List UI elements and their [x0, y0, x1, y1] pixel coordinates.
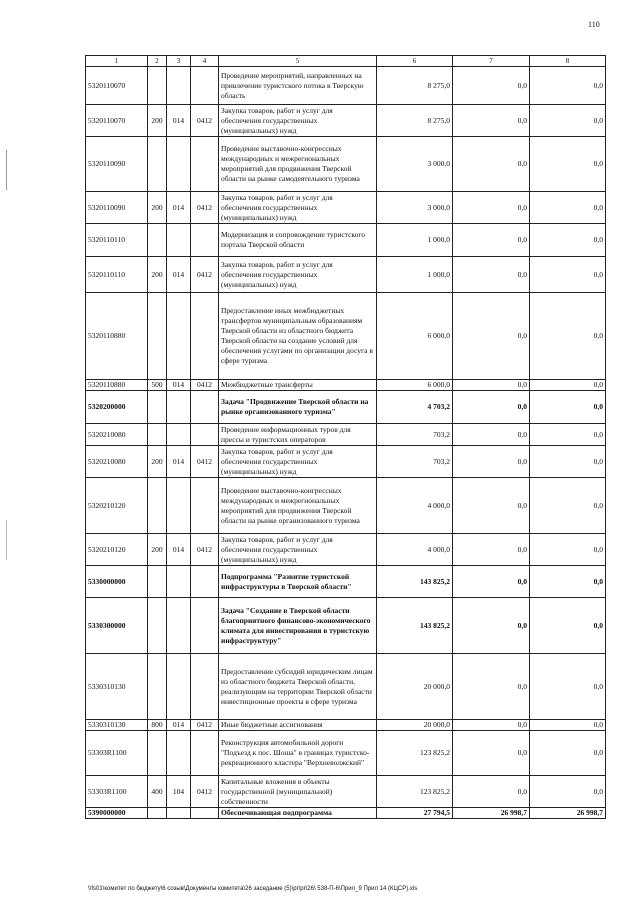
ministry-code-cell: [167, 654, 191, 720]
amount-2019-cell: 0,0: [530, 105, 606, 137]
amount-2019-cell: 0,0: [530, 478, 606, 534]
expense-type-cell: [148, 478, 167, 534]
ministry-code-cell: 014: [167, 446, 191, 478]
column-header-7: 7: [453, 56, 530, 67]
amount-2017-cell: 20 000,0: [377, 654, 453, 720]
expense-type-cell: [148, 391, 167, 424]
section-code-cell: [191, 478, 219, 534]
amount-2017-cell: 123 825,2: [377, 731, 453, 776]
amount-2019-cell: 0,0: [530, 534, 606, 566]
target-code-cell: 5320210120: [86, 478, 148, 534]
table-row: [86, 478, 606, 534]
section-code-cell: [191, 566, 219, 598]
ministry-code-cell: [167, 808, 191, 819]
amount-2017-cell: 143 825,2: [377, 566, 453, 598]
expense-type-cell: 200: [148, 192, 167, 224]
section-code-cell: [191, 598, 219, 654]
amount-2017-cell: 8 275,0: [377, 105, 453, 137]
description-cell: Межбюджетные трансферты: [219, 380, 377, 391]
column-header-3: 3: [167, 56, 191, 67]
table-header-row: [86, 56, 606, 67]
amount-2019-cell: 0,0: [530, 391, 606, 424]
ministry-code-cell: [167, 67, 191, 105]
description-cell: Проведение информационных туров для прессы и туристских операторов: [219, 424, 377, 446]
description-cell: Проведение выставочно-конгрессных международных и межрегиональных мероприятий для продвижения Тверской области на рынке организованного туризма: [219, 478, 377, 534]
expense-type-cell: [148, 67, 167, 105]
expense-type-cell: 800: [148, 720, 167, 731]
expense-type-cell: [148, 598, 167, 654]
amount-2019-cell: 0,0: [530, 257, 606, 293]
amount-2019-cell: 0,0: [530, 67, 606, 105]
target-code-cell: 5320110090: [86, 192, 148, 224]
table-row: [86, 391, 606, 424]
target-code-cell: 53303R1100: [86, 776, 148, 808]
ministry-code-cell: 014: [167, 720, 191, 731]
table-row: [86, 137, 606, 192]
target-code-cell: 5330310130: [86, 654, 148, 720]
ministry-code-cell: [167, 566, 191, 598]
amount-2017-cell: 3 000,0: [377, 137, 453, 192]
amount-2017-cell: 4 703,2: [377, 391, 453, 424]
expense-type-cell: [148, 224, 167, 257]
amount-2017-cell: 703,2: [377, 446, 453, 478]
amount-2017-cell: 27 794,5: [377, 808, 453, 819]
amount-2017-cell: 123 825,2: [377, 776, 453, 808]
ministry-code-cell: 014: [167, 534, 191, 566]
description-cell: Предоставление иных межбюджетных трансфертов муниципальным образованиям Тверской области из областного бюджета Тверской области на создание условий для обеспечения услугами по организации досуга в сфере туризма: [219, 293, 377, 380]
expense-type-cell: [148, 566, 167, 598]
table-row: [86, 380, 606, 391]
description-cell: Задача "Создание в Тверской области благоприятного финансово-экономического климата для инвестирования в туристскую инфраструктуру": [219, 598, 377, 654]
table-row: [86, 776, 606, 808]
table-row: [86, 808, 606, 819]
amount-2018-cell: 0,0: [453, 192, 530, 224]
table-row: [86, 566, 606, 598]
amount-2017-cell: 1 000,0: [377, 224, 453, 257]
description-cell: Задача "Продвижение Тверской области на рынке организованного туризма": [219, 391, 377, 424]
section-code-cell: 0412: [191, 534, 219, 566]
section-code-cell: 0412: [191, 446, 219, 478]
amount-2017-cell: 4 000,0: [377, 478, 453, 534]
table-row: [86, 105, 606, 137]
amount-2019-cell: 0,0: [530, 566, 606, 598]
target-code-cell: 5320110880: [86, 380, 148, 391]
table-row: [86, 67, 606, 105]
amount-2018-cell: 0,0: [453, 257, 530, 293]
expense-type-cell: 200: [148, 534, 167, 566]
table-row: [86, 720, 606, 731]
table-row: [86, 731, 606, 776]
description-cell: Проведение мероприятий, направленных на привлечение туристского потока в Тверскую область: [219, 67, 377, 105]
expense-type-cell: 200: [148, 105, 167, 137]
target-code-cell: 5320210120: [86, 534, 148, 566]
description-cell: Иные бюджетные ассигнования: [219, 720, 377, 731]
amount-2018-cell: 0,0: [453, 566, 530, 598]
section-code-cell: [191, 293, 219, 380]
expense-type-cell: [148, 424, 167, 446]
table-row: [86, 654, 606, 720]
ministry-code-cell: 014: [167, 192, 191, 224]
target-code-cell: 5320200000: [86, 391, 148, 424]
amount-2019-cell: 0,0: [530, 654, 606, 720]
ministry-code-cell: [167, 293, 191, 380]
column-header-8: 8: [530, 56, 606, 67]
amount-2017-cell: 4 000,0: [377, 534, 453, 566]
amount-2018-cell: 0,0: [453, 293, 530, 380]
description-cell: Предоставление субсидий юридическим лицам из областного бюджета Тверской области, реализующим на территории Тверской области инвестиционные проекты в сфере туризма: [219, 654, 377, 720]
description-cell: Модернизация и сопровождение туристского портала Тверской области: [219, 224, 377, 257]
ministry-code-cell: 014: [167, 380, 191, 391]
section-code-cell: [191, 654, 219, 720]
amount-2019-cell: 0,0: [530, 424, 606, 446]
amount-2018-cell: 0,0: [453, 424, 530, 446]
ministry-code-cell: 104: [167, 776, 191, 808]
amount-2019-cell: 0,0: [530, 598, 606, 654]
expense-type-cell: 500: [148, 380, 167, 391]
target-code-cell: 5320110070: [86, 105, 148, 137]
file-path-footer: \\fs01\комитет по бюджету\6 созыв\Документы комитета\26 заседание (5)\pr\pr\26\ 538-П-6\Прил_9 Прил 14 (КЦСР).xls: [88, 886, 418, 892]
amount-2019-cell: 0,0: [530, 224, 606, 257]
target-code-cell: 5320210080: [86, 446, 148, 478]
table-row: [86, 598, 606, 654]
target-code-cell: 5330300000: [86, 598, 148, 654]
target-code-cell: 5320110110: [86, 224, 148, 257]
table-row: [86, 257, 606, 293]
amount-2019-cell: 0,0: [530, 776, 606, 808]
target-code-cell: 53303R1100: [86, 731, 148, 776]
table-body: [86, 67, 606, 819]
budget-table: [85, 55, 606, 819]
ministry-code-cell: [167, 137, 191, 192]
section-code-cell: [191, 808, 219, 819]
amount-2019-cell: 0,0: [530, 446, 606, 478]
amount-2017-cell: 3 000,0: [377, 192, 453, 224]
description-cell: Капитальные вложения в объекты государственной (муниципальной) собственности: [219, 776, 377, 808]
amount-2018-cell: 26 998,7: [453, 808, 530, 819]
target-code-cell: 5330310130: [86, 720, 148, 731]
amount-2019-cell: 0,0: [530, 720, 606, 731]
expense-type-cell: 200: [148, 446, 167, 478]
description-cell: Закупка товаров, работ и услуг для обеспечения государственных (муниципальных) нужд: [219, 192, 377, 224]
section-code-cell: 0412: [191, 192, 219, 224]
amount-2019-cell: 0,0: [530, 192, 606, 224]
target-code-cell: 5320110070: [86, 67, 148, 105]
section-code-cell: 0412: [191, 105, 219, 137]
ministry-code-cell: [167, 424, 191, 446]
ministry-code-cell: [167, 731, 191, 776]
amount-2018-cell: 0,0: [453, 380, 530, 391]
target-code-cell: 5390000000: [86, 808, 148, 819]
amount-2018-cell: 0,0: [453, 731, 530, 776]
amount-2017-cell: 20 000,0: [377, 720, 453, 731]
column-header-2: 2: [148, 56, 167, 67]
amount-2017-cell: 8 275,0: [377, 67, 453, 105]
table-row: [86, 192, 606, 224]
amount-2019-cell: 0,0: [530, 380, 606, 391]
section-code-cell: [191, 391, 219, 424]
column-header-5: 5: [219, 56, 377, 67]
page-number: 110: [588, 20, 600, 29]
amount-2018-cell: 0,0: [453, 67, 530, 105]
expense-type-cell: 200: [148, 257, 167, 293]
ministry-code-cell: [167, 391, 191, 424]
ministry-code-cell: [167, 224, 191, 257]
amount-2017-cell: 703,2: [377, 424, 453, 446]
amount-2018-cell: 0,0: [453, 598, 530, 654]
amount-2018-cell: 0,0: [453, 776, 530, 808]
ministry-code-cell: [167, 598, 191, 654]
target-code-cell: 5320110880: [86, 293, 148, 380]
amount-2018-cell: 0,0: [453, 654, 530, 720]
section-code-cell: [191, 137, 219, 192]
column-header-6: 6: [377, 56, 453, 67]
section-code-cell: [191, 731, 219, 776]
description-cell: Закупка товаров, работ и услуг для обеспечения государственных (муниципальных) нужд: [219, 257, 377, 293]
description-cell: Реконструкция автомобильной дороги "Подъезд к пос. Шоша" в границах туристско-рекреационного кластера "Верхневолжский": [219, 731, 377, 776]
amount-2018-cell: 0,0: [453, 137, 530, 192]
column-header-1: 1: [86, 56, 148, 67]
description-cell: Обеспечивающая подпрограмма: [219, 808, 377, 819]
ministry-code-cell: 014: [167, 257, 191, 293]
target-code-cell: 5320210080: [86, 424, 148, 446]
ministry-code-cell: 014: [167, 105, 191, 137]
amount-2018-cell: 0,0: [453, 391, 530, 424]
table-row: [86, 424, 606, 446]
section-code-cell: [191, 224, 219, 257]
table-row: [86, 534, 606, 566]
amount-2017-cell: 143 825,2: [377, 598, 453, 654]
target-code-cell: 5320110110: [86, 257, 148, 293]
section-code-cell: 0412: [191, 776, 219, 808]
ministry-code-cell: [167, 478, 191, 534]
amount-2019-cell: 0,0: [530, 293, 606, 380]
target-code-cell: 5330000000: [86, 566, 148, 598]
margin-mark: [6, 150, 7, 190]
expense-type-cell: [148, 731, 167, 776]
description-cell: Проведение выставочно-конгрессных международных и межрегиональных мероприятий для продвижения Тверской области на рынке самодеятельного туризма: [219, 137, 377, 192]
description-cell: Закупка товаров, работ и услуг для обеспечения государственных (муниципальных) нужд: [219, 446, 377, 478]
amount-2018-cell: 0,0: [453, 224, 530, 257]
margin-mark: [6, 520, 7, 560]
expense-type-cell: 400: [148, 776, 167, 808]
section-code-cell: 0412: [191, 380, 219, 391]
amount-2019-cell: 0,0: [530, 731, 606, 776]
expense-type-cell: [148, 654, 167, 720]
description-cell: Закупка товаров, работ и услуг для обеспечения государственных (муниципальных) нужд: [219, 105, 377, 137]
amount-2017-cell: 6 000,0: [377, 380, 453, 391]
description-cell: Закупка товаров, работ и услуг для обеспечения государственных (муниципальных) нужд: [219, 534, 377, 566]
section-code-cell: [191, 67, 219, 105]
amount-2018-cell: 0,0: [453, 478, 530, 534]
column-header-4: 4: [191, 56, 219, 67]
amount-2018-cell: 0,0: [453, 446, 530, 478]
target-code-cell: 5320110090: [86, 137, 148, 192]
amount-2018-cell: 0,0: [453, 105, 530, 137]
expense-type-cell: [148, 808, 167, 819]
table-row: [86, 293, 606, 380]
expense-type-cell: [148, 137, 167, 192]
section-code-cell: 0412: [191, 257, 219, 293]
table-row: [86, 224, 606, 257]
amount-2017-cell: 1 000,0: [377, 257, 453, 293]
description-cell: Подпрограмма "Развитие туристской инфраструктуры в Тверской области": [219, 566, 377, 598]
amount-2019-cell: 0,0: [530, 137, 606, 192]
amount-2018-cell: 0,0: [453, 720, 530, 731]
expense-type-cell: [148, 293, 167, 380]
section-code-cell: 0412: [191, 720, 219, 731]
amount-2019-cell: 26 998,7: [530, 808, 606, 819]
amount-2018-cell: 0,0: [453, 534, 530, 566]
table-row: [86, 446, 606, 478]
section-code-cell: [191, 424, 219, 446]
amount-2017-cell: 6 000,0: [377, 293, 453, 380]
